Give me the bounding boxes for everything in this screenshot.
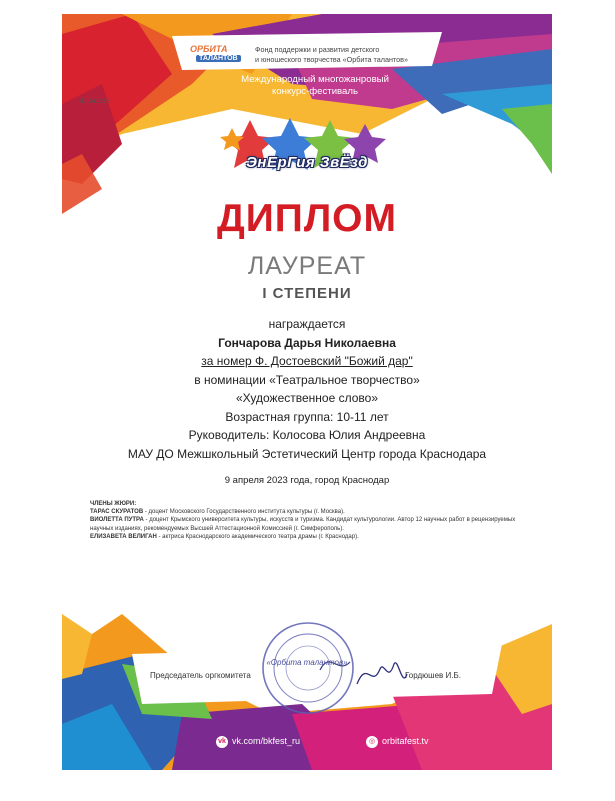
degree-title: I СТЕПЕНИ — [262, 285, 352, 302]
signature-icon — [352, 654, 412, 694]
leader-text: Руководитель: Колосова Юлия Андреевна — [188, 428, 426, 442]
fund-line-1: Фонд поддержки и развития детского — [255, 45, 380, 54]
festival-title — [220, 74, 410, 98]
jury-member-desc: - доцент Крымского университета культуры, искусств и туризма. Кандидат культурологии. Автор 12 научных работ в рецензируемых научных изданиях, рекомендуемых Высшей Аттестационной Комиссией (г. Симферополь). — [90, 517, 516, 532]
jury-member — [90, 533, 530, 541]
jury-member — [90, 516, 530, 532]
vk-link[interactable]: vk.com/bkfest_ru — [232, 736, 301, 746]
subnomination-text: «Художественное слово» — [235, 391, 378, 405]
diploma-title: ДИПЛОМ — [216, 197, 398, 240]
jury-member-name: ТАРАС СКУРАТОВ — [90, 509, 144, 516]
signer-name: Гордюшев И.Б. — [405, 671, 461, 680]
jury-member-desc: - актриса Краснодарского академического театра драмы (г. Краснодар). — [156, 533, 359, 540]
jury-heading: ЧЛЕНЫ ЖЮРИ: — [90, 501, 137, 507]
diploma-page — [62, 14, 552, 770]
jury-member — [90, 508, 530, 516]
orbita-logo-text: ОРБИТА — [190, 44, 228, 54]
site-link[interactable]: orbitafest.tv — [382, 736, 429, 746]
award-details — [62, 315, 552, 491]
talantov-logo-text: ТАЛАНТОВ — [196, 55, 241, 62]
date-place-text: 9 апреля 2023 года, город Краснодар — [224, 475, 390, 486]
festival-brand: ЭнЕрГия ЗвЁзд — [246, 154, 368, 171]
chair-label: Председатель оргкомитета — [150, 671, 251, 680]
fund-line-2: и юношеского творчества «Орбита талантов» — [255, 54, 408, 64]
globe-icon: ◎ — [366, 736, 378, 748]
vk-icon: vk — [216, 736, 228, 748]
awarded-text: награждается — [268, 317, 346, 331]
festival-line-2: конкурс-фестиваль — [272, 86, 358, 97]
fund-description — [255, 45, 435, 64]
recipient-name: Гончарова Дарья Николаевна — [218, 335, 396, 350]
document-id: ID 141638 — [80, 98, 110, 105]
jury-member-name: ВИОЛЕТТА ПУТРА — [90, 517, 144, 524]
performance-number: за номер Ф. Достоевский "Божий дар" — [201, 354, 413, 368]
institution-text: МАУ ДО Межшкольный Эстетический Центр города Краснодара — [127, 446, 487, 461]
laureate-title: ЛАУРЕАТ — [247, 252, 367, 280]
official-stamp-icon — [260, 620, 356, 716]
jury-list — [90, 500, 530, 541]
jury-member-name: ЕЛИЗАВЕТА ВЕЛИГАН — [90, 533, 157, 540]
festival-line-1: Международный многожанровый — [241, 74, 389, 85]
jury-member-desc: - доцент Московского Государственного института культуры (г. Москва). — [143, 509, 345, 516]
stamp-text: «Орбита талантов» — [266, 658, 348, 667]
nomination-text: в номинации «Театральное творчество» — [194, 372, 420, 387]
age-group-text: Возрастная группа: 10-11 лет — [225, 409, 389, 424]
